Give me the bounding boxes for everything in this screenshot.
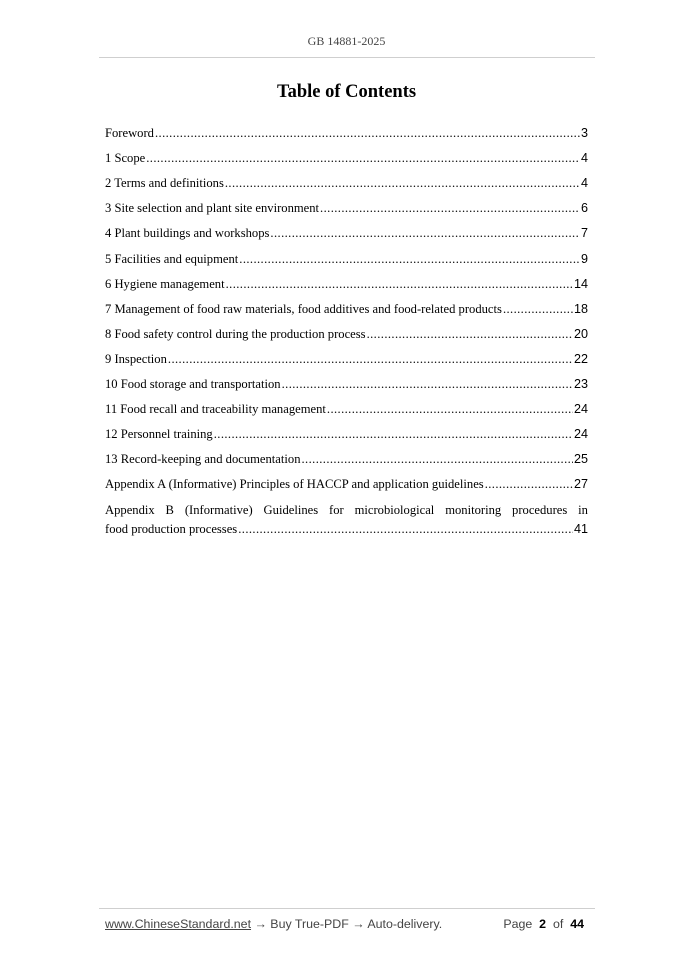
- toc-word: Guidelines: [263, 502, 319, 517]
- toc-entry-page: 3: [580, 126, 588, 141]
- toc-leader-dots: [238, 521, 573, 537]
- toc-entry-title: 11 Food recall and traceability management: [105, 402, 326, 417]
- toc-entry[interactable]: [105, 141, 588, 166]
- toc-word: in: [578, 502, 588, 517]
- footer-divider: [99, 908, 595, 909]
- page-title: Table of Contents: [276, 82, 417, 102]
- toc-entry-title: Foreword: [105, 126, 154, 141]
- toc-leader-dots: [270, 225, 580, 241]
- toc-leader-dots: [146, 150, 580, 166]
- toc-entry-title: 10 Food storage and transportation: [105, 377, 281, 392]
- toc-entry-page: 25: [573, 452, 588, 467]
- toc-entry[interactable]: [105, 367, 588, 392]
- toc-leader-dots: [225, 175, 580, 191]
- toc-leader-dots: [327, 401, 573, 417]
- toc-entry-title: food production processes: [105, 521, 238, 536]
- toc-entry[interactable]: [105, 392, 588, 417]
- toc-entry-page: 22: [573, 351, 588, 366]
- toc-entry[interactable]: [105, 292, 588, 317]
- toc-entry-title: Appendix A (Informative) Principles of HACCP and application guidelines: [105, 477, 484, 492]
- toc-entry[interactable]: [105, 191, 588, 216]
- page-indicator: [503, 917, 584, 931]
- toc-entry-page: 18: [573, 301, 588, 316]
- toc-entry-page: 41: [573, 521, 588, 536]
- toc-entry-page: 24: [573, 427, 588, 442]
- toc-leader-dots: [302, 451, 573, 467]
- toc-entry[interactable]: [105, 216, 588, 241]
- toc-entry[interactable]: [105, 442, 588, 467]
- toc-entry-title: 9 Inspection: [105, 351, 167, 366]
- toc-word: monitoring: [445, 502, 502, 517]
- footer-tagline: → Buy True-PDF → Auto-delivery.: [251, 917, 443, 931]
- toc-word: Appendix: [105, 502, 155, 517]
- toc-entry-page: 7: [580, 226, 588, 241]
- toc-leader-dots: [320, 200, 580, 216]
- toc-word: B: [165, 502, 174, 517]
- toc-entry-page: 4: [580, 151, 588, 166]
- toc-entry-appendix-b[interactable]: [105, 492, 588, 536]
- total-page-count: 44: [570, 917, 584, 931]
- toc-entry-title: 5 Facilities and equipment: [105, 251, 239, 266]
- toc-entry-page: 9: [580, 251, 588, 266]
- toc-word: procedures: [512, 502, 568, 517]
- toc-entry-title: 3 Site selection and plant site environment: [105, 201, 320, 216]
- header-divider: [99, 57, 595, 58]
- toc-entry-title: 7 Management of food raw materials, food additives and food-related products: [105, 301, 502, 316]
- toc-entry-title-line-1: [105, 492, 588, 517]
- toc-entry-page: 6: [580, 201, 588, 216]
- toc-entry[interactable]: [105, 467, 588, 492]
- footer-promo: [105, 917, 442, 931]
- toc-entry-page: 27: [573, 477, 588, 492]
- toc-leader-dots: [168, 351, 573, 367]
- toc-leader-dots: [214, 426, 573, 442]
- toc-entry-page: 14: [573, 276, 588, 291]
- toc-leader-dots: [367, 326, 573, 342]
- page-label: Page: [503, 917, 533, 931]
- toc-entry-page: 20: [573, 326, 588, 341]
- toc-entry-title: 4 Plant buildings and workshops: [105, 226, 270, 241]
- toc-entry-title: 2 Terms and definitions: [105, 176, 224, 191]
- toc-entry-title: 8 Food safety control during the production process: [105, 326, 366, 341]
- toc-word: (Informative): [184, 502, 253, 517]
- table-of-contents: [105, 116, 588, 537]
- toc-word: microbiological: [354, 502, 435, 517]
- current-page-number: 2: [539, 917, 547, 931]
- toc-entry-title: 13 Record-keeping and documentation: [105, 452, 301, 467]
- toc-entry-page: 24: [573, 402, 588, 417]
- running-header: GB 14881-2025: [307, 34, 386, 48]
- website-link[interactable]: www.ChineseStandard.net: [105, 917, 252, 931]
- toc-entry-page: 4: [580, 176, 588, 191]
- toc-leader-dots: [485, 476, 573, 492]
- toc-entry[interactable]: [105, 342, 588, 367]
- toc-word: for: [329, 502, 344, 517]
- toc-entry[interactable]: [105, 241, 588, 266]
- toc-entry-title: 6 Hygiene management: [105, 276, 225, 291]
- toc-leader-dots: [226, 276, 573, 292]
- toc-entry[interactable]: [105, 166, 588, 191]
- toc-entry-page: 23: [573, 377, 588, 392]
- toc-entry-title: 12 Personnel training: [105, 427, 213, 442]
- toc-leader-dots: [239, 251, 580, 267]
- toc-entry[interactable]: [105, 317, 588, 342]
- toc-entry-title: 1 Scope: [105, 151, 146, 166]
- toc-leader-dots: [155, 125, 580, 141]
- toc-leader-dots: [282, 376, 573, 392]
- toc-entry[interactable]: [105, 417, 588, 442]
- page-of-label: of: [552, 917, 564, 931]
- toc-entry[interactable]: [105, 267, 588, 292]
- toc-entry[interactable]: [105, 116, 588, 141]
- toc-leader-dots: [503, 301, 573, 317]
- toc-entry-title-line-2: [105, 518, 588, 537]
